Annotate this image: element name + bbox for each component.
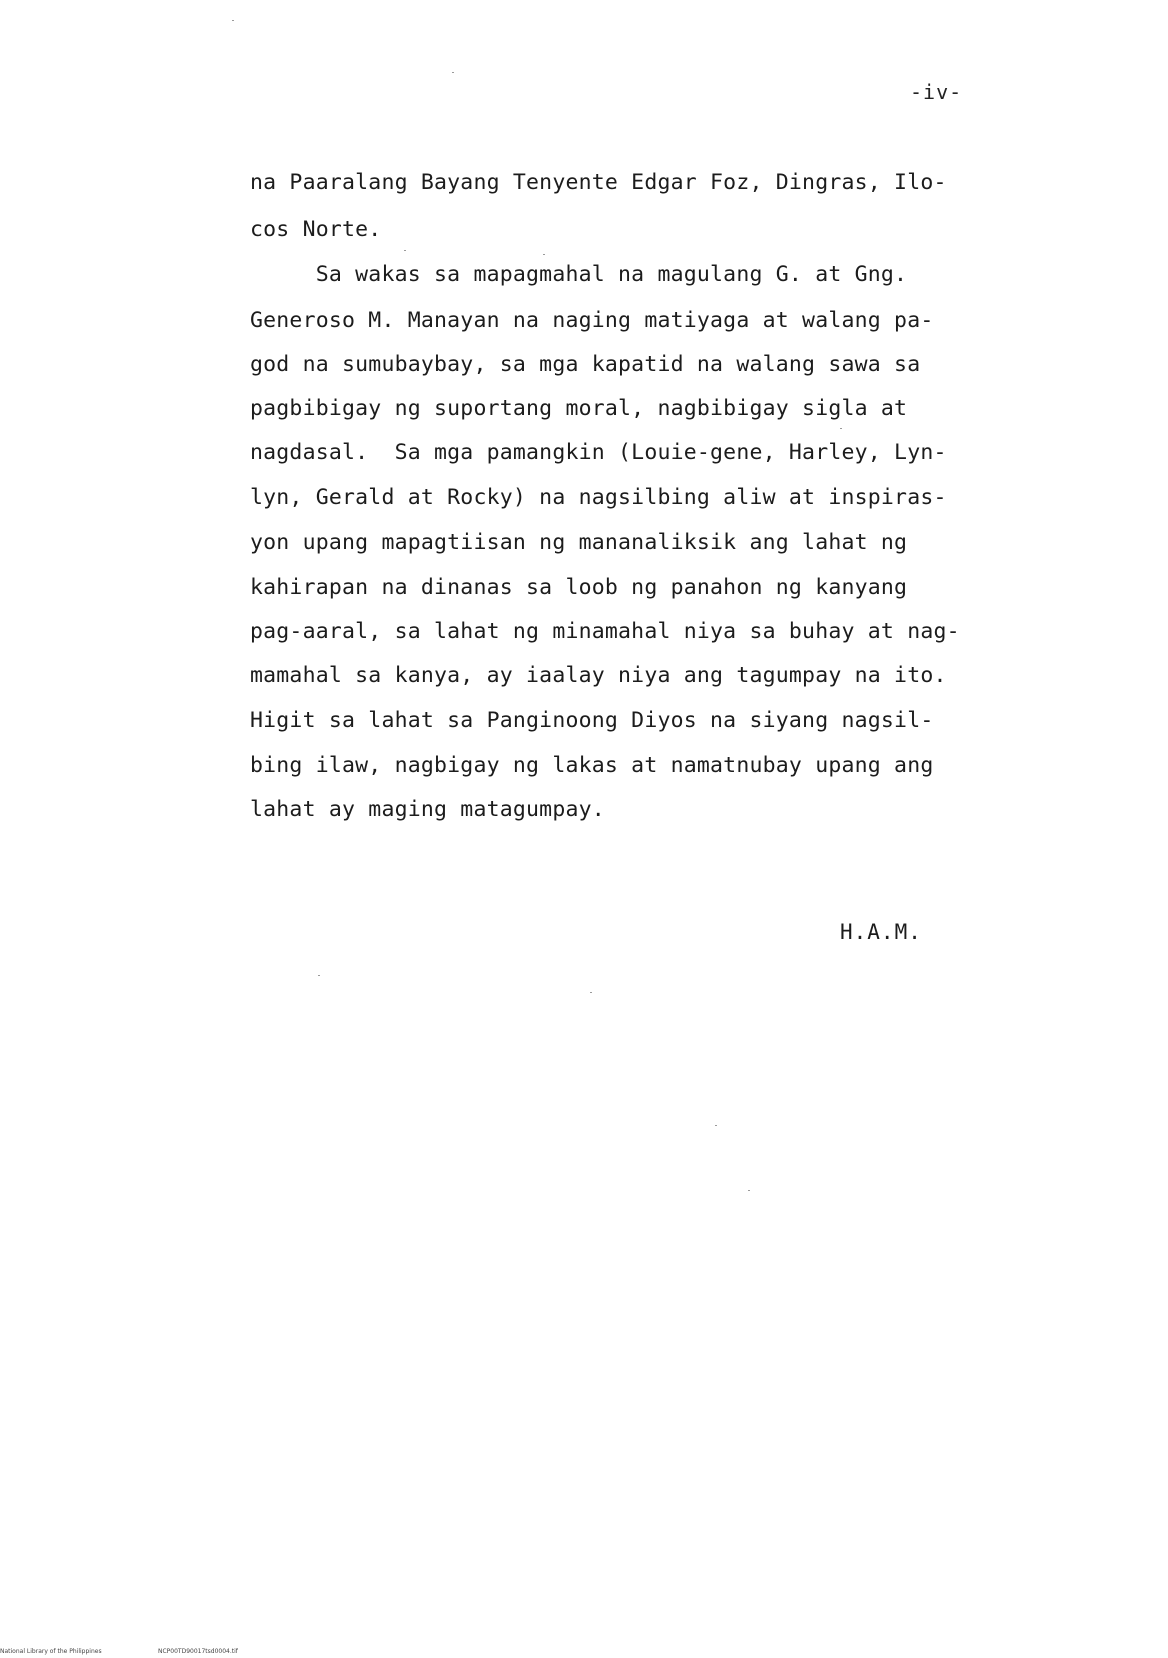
scan-speck bbox=[590, 992, 592, 993]
scan-speck bbox=[318, 975, 320, 976]
scan-speck bbox=[840, 428, 842, 429]
text-line: Higit sa lahat sa Panginoong Diyos na siyang nagsil- bbox=[250, 708, 934, 733]
text-line: lyn, Gerald at Rocky) na nagsilbing aliw at inspiras- bbox=[250, 485, 947, 510]
scan-speck bbox=[404, 250, 406, 251]
signature-initials: H.A.M. bbox=[840, 920, 922, 944]
text-line: cos Norte. bbox=[250, 217, 382, 242]
scan-speck bbox=[452, 72, 454, 73]
text-line: Generoso M. Manayan na naging matiyaga at walang pa- bbox=[250, 308, 934, 333]
text-line: Sa wakas sa mapagmahal na magulang G. at Gng. bbox=[250, 262, 908, 287]
scan-speck bbox=[715, 1125, 717, 1126]
footer-file-id: NCP00TD90017tsd0004.tif bbox=[158, 1648, 238, 1655]
footer-library-credit: National Library of the Philippines bbox=[0, 1648, 102, 1655]
scan-speck bbox=[748, 1190, 750, 1191]
page-number: -iv- bbox=[910, 80, 963, 104]
scan-speck bbox=[232, 20, 234, 21]
text-line: na Paaralang Bayang Tenyente Edgar Foz, Dingras, Ilo- bbox=[250, 170, 947, 195]
text-line: bing ilaw, nagbigay ng lakas at namatnubay upang ang bbox=[250, 753, 934, 778]
text-line: pagbibigay ng suportang moral, nagbibigay sigla at bbox=[250, 396, 908, 421]
text-line: nagdasal. Sa mga pamangkin (Louie-gene, Harley, Lyn- bbox=[250, 440, 947, 465]
text-line: god na sumubaybay, sa mga kapatid na walang sawa sa bbox=[250, 352, 921, 377]
text-line: kahirapan na dinanas sa loob ng panahon ng kanyang bbox=[250, 575, 908, 600]
scan-speck bbox=[543, 254, 545, 255]
text-line: lahat ay maging matagumpay. bbox=[250, 797, 605, 822]
text-line: mamahal sa kanya, ay iaalay niya ang tagumpay na ito. bbox=[250, 663, 947, 688]
text-line: pag-aaral, sa lahat ng minamahal niya sa buhay at nag- bbox=[250, 619, 960, 644]
text-line: yon upang mapagtiisan ng mananaliksik ang lahat ng bbox=[250, 530, 908, 555]
